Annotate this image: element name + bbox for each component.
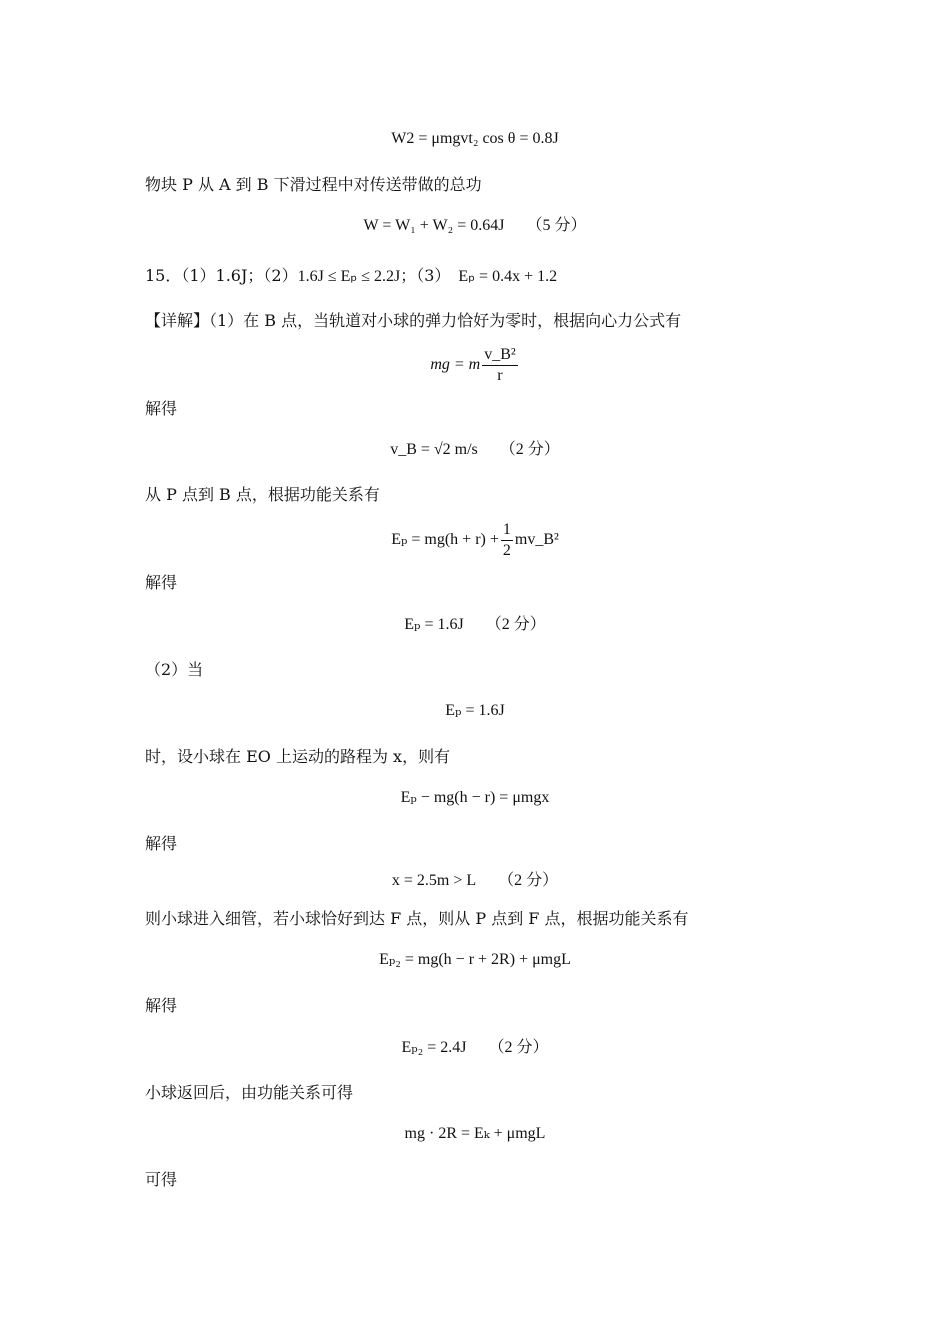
answer-15-mid: ；（3） xyxy=(400,266,451,285)
eq9-body: x = 2.5m > L xyxy=(391,872,477,889)
score-label: （2 分） xyxy=(485,616,546,633)
equation-energy-pb xyxy=(0,520,950,561)
equation-ep2: Eₚ₂ = mg(h − r + 2R) + μmgL xyxy=(379,951,571,968)
eq11-body: Eₚ₂ = 2.4J xyxy=(401,1039,467,1056)
eq6-body: Eₚ = 1.6J xyxy=(404,616,464,633)
equation-friction-path: Eₚ − mg(h − r) = μmgx xyxy=(400,789,550,806)
score-label: （2 分） xyxy=(499,441,560,458)
equation-x xyxy=(0,869,950,893)
score-label: （5 分） xyxy=(526,217,587,234)
eq3-denominator: r xyxy=(497,367,503,384)
eq5-rhs: mv_B² xyxy=(514,531,559,549)
text-return: 小球返回后，由功能关系可得 xyxy=(145,1083,354,1102)
eq5-denominator: 2 xyxy=(502,542,511,559)
answer-15 xyxy=(145,265,557,288)
text-total-work: 物块 P 从 A 到 B 下滑过程中对传送带做的总功 xyxy=(145,175,482,194)
eq4-body: v_B = √2 m/s xyxy=(390,441,478,458)
text-jiede-1: 解得 xyxy=(145,399,178,418)
text-kede: 可得 xyxy=(145,1170,178,1189)
score-label: （2 分） xyxy=(498,872,559,889)
text-p-to-b: 从 P 点到 B 点，根据功能关系有 xyxy=(145,485,380,504)
equation-centripetal xyxy=(0,345,950,386)
detail-heading: 【详解】（1）在 B 点，当轨道对小球的弹力恰好为零时，根据向心力公式有 xyxy=(145,311,682,330)
equation-ep2-result xyxy=(0,1036,950,1060)
equation-total-work xyxy=(0,214,950,238)
equation-ep-condition: Eₚ = 1.6J xyxy=(445,702,505,719)
text-eo-path: 时，设小球在 EO 上运动的路程为 x，则有 xyxy=(145,747,451,766)
eq3-lhs: mg = m xyxy=(430,356,481,374)
equation-w2: W2 = μmgvt₂ cos θ = 0.8J xyxy=(391,130,559,147)
text-enter-tube: 则小球进入细管，若小球恰好到达 F 点，则从 P 点到 F 点，根据功能关系有 xyxy=(145,909,689,928)
equation-vb xyxy=(0,438,950,462)
text-jiede-3: 解得 xyxy=(145,834,178,853)
eq3-numerator: v_B² xyxy=(482,345,517,366)
text-jiede-2: 解得 xyxy=(145,573,178,592)
equation-ep-result xyxy=(0,613,950,637)
text-jiede-4: 解得 xyxy=(145,996,178,1015)
answer-15-prefix: 15．（1）1.6J；（2） xyxy=(145,266,298,285)
eq3-fraction xyxy=(482,345,517,386)
text-dang: （2）当 xyxy=(145,660,204,679)
answer-15-eq3: Eₚ = 0.4x + 1.2 xyxy=(458,268,558,285)
eq5-lhs: Eₚ = mg(h + r) + xyxy=(391,531,499,549)
equation-return: mg · 2R = Eₖ + μmgL xyxy=(404,1125,546,1142)
answer-15-range: 1.6J ≤ Eₚ ≤ 2.2J xyxy=(297,268,401,285)
equation-total-work-body: W = W₁ + W₂ = 0.64J xyxy=(363,217,505,234)
eq5-fraction xyxy=(501,520,513,561)
eq5-numerator: 1 xyxy=(501,520,513,541)
score-label: （2 分） xyxy=(488,1039,549,1056)
